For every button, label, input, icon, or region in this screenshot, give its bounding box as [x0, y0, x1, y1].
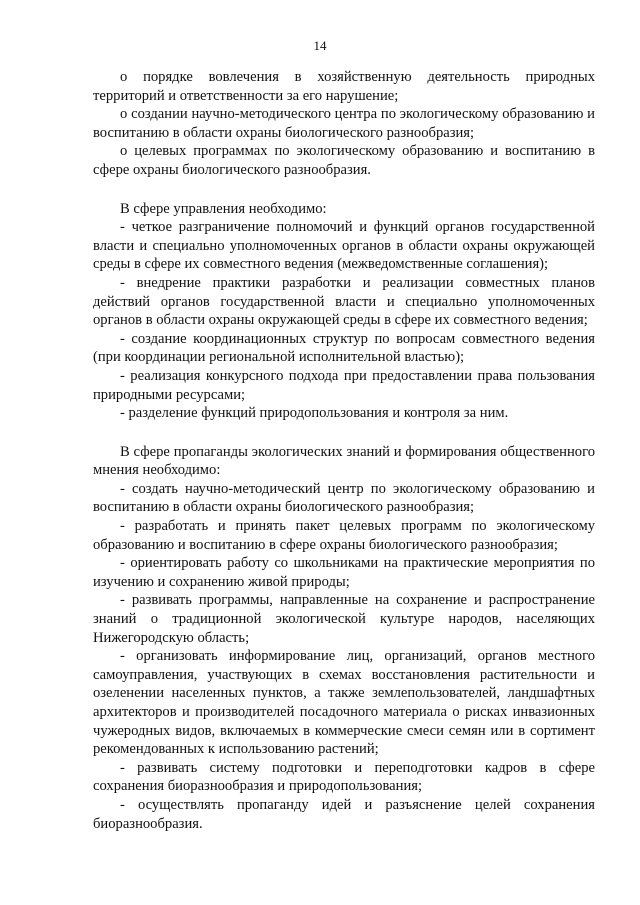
- list-item: - осуществлять пропаганду идей и разъяснение целей сохранения биоразнообразия.: [93, 796, 595, 832]
- list-item: - развивать систему подготовки и переподготовки кадров в сфере сохранения биоразнообразия и природопользования;: [93, 759, 595, 795]
- list-item: - внедрение практики разработки и реализации совместных планов действий органов государственной власти и специально уполномоченных органов в области охраны окружающей среды в сфере их совместного ведения;: [93, 274, 595, 329]
- legislation-list: [93, 68, 595, 180]
- document-body: [93, 68, 595, 833]
- list-item: - четкое разграничение полномочий и функций органов государственной власти и специально уполномоченных органов в области охраны окружающей среды в сфере их совместного ведения (межведомственные соглашения);: [93, 219, 595, 273]
- section-heading-management: В сфере управления необходимо:: [120, 200, 327, 217]
- list-item: - создание координационных структур по вопросам совместного ведения (при координации региональной исполнительной властью);: [93, 330, 595, 366]
- list-item: о создании научно-методического центра по экологическому образованию и воспитанию в области охраны биологического разнообразия;: [93, 106, 595, 141]
- section-heading-propaganda: В сфере пропаганды экологических знаний и формирования общественного мнения необходимо:: [93, 443, 595, 479]
- list-item: - разработать и принять пакет целевых программ по экологическому образованию и воспитанию в сфере охраны биологического разнообразия;: [93, 518, 595, 553]
- list-item: - организовать информирование лиц, организаций, органов местного самоуправления, участвующих в схемах восстановления растительности и озеленении населенных пунктов, а также землепользователей, ландшафтных архитекторов и производителей посадочного материала о рисках инвазионных чужеродных видов, включаемых в коммерческие смеси семян или в сортимент рекомендованных к использованию растений;: [93, 648, 595, 758]
- management-section: [93, 200, 595, 423]
- list-item: о целевых программах по экологическому образованию и воспитанию в сфере охраны биологического разнообразия.: [93, 143, 595, 178]
- list-item: - ориентировать работу со школьниками на практические мероприятия по изучению и сохранению живой природы;: [93, 555, 595, 590]
- list-item: - реализация конкурсного подхода при предоставлении права пользования природными ресурсами;: [93, 367, 595, 403]
- page-number: 14: [313, 38, 327, 53]
- paragraph-gap: [93, 180, 595, 200]
- list-item: - создать научно-методический центр по экологическому образованию и воспитанию в области охраны биологического разнообразия;: [93, 480, 595, 516]
- paragraph-gap: [93, 423, 595, 443]
- list-item: - развивать программы, направленные на сохранение и распространение знаний о традиционной экологической культуре народов, населяющих Нижегородскую область;: [93, 592, 595, 646]
- list-item: о порядке вовлечения в хозяйственную деятельность природных территорий и ответственности за его нарушение;: [93, 69, 595, 104]
- list-item: - разделение функций природопользования и контроля за ним.: [120, 405, 509, 422]
- propaganda-section: [93, 443, 595, 833]
